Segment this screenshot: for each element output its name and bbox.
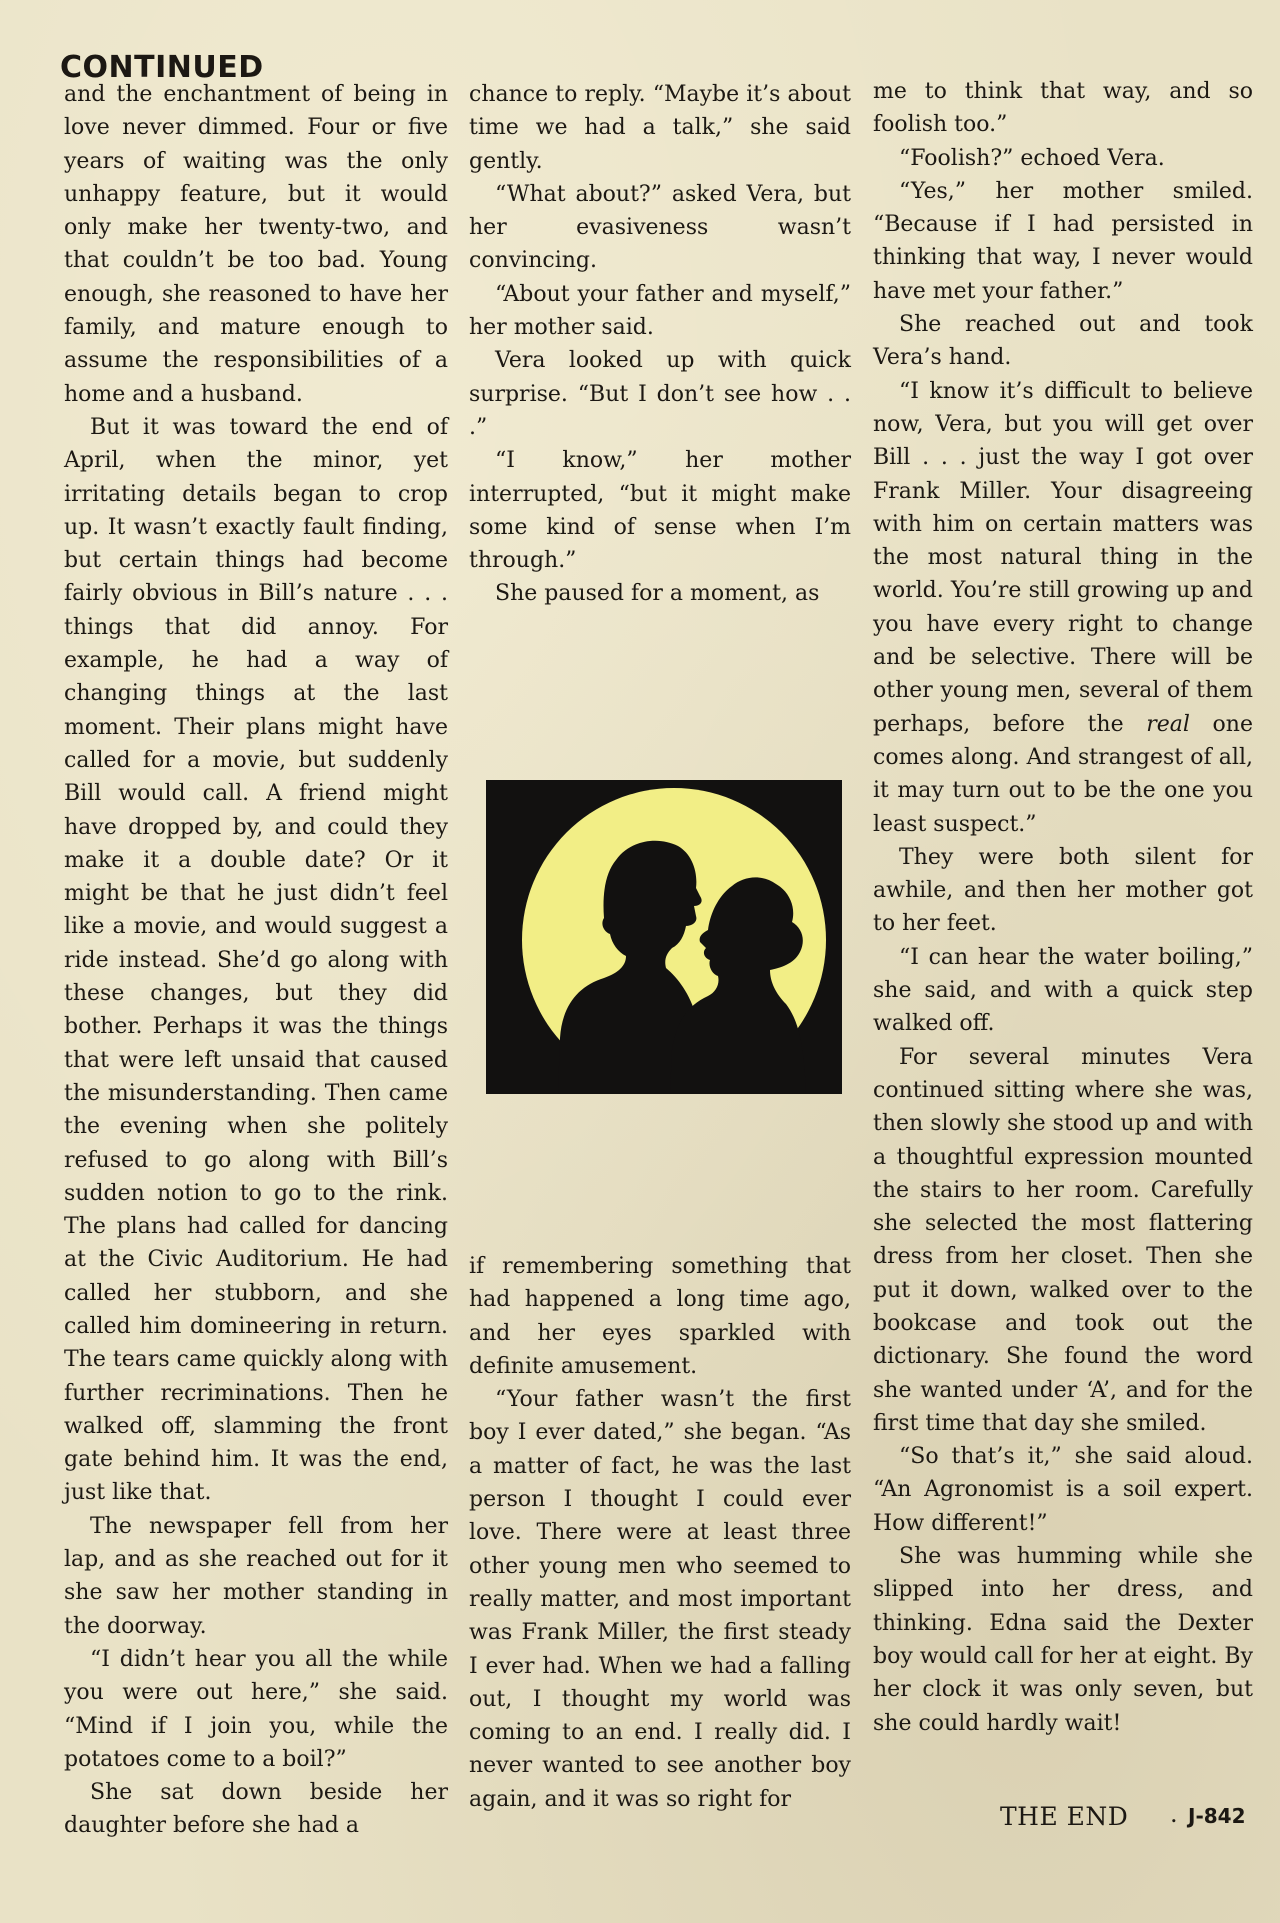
- paragraph: She reached out and took Vera’s hand.: [873, 312, 1253, 371]
- paragraph: The newspaper fell from her lap, and as she reached out for it she saw her mother standing in the doorway.: [64, 1513, 448, 1639]
- paragraph: She sat down beside her daughter before she had a: [64, 1780, 448, 1839]
- paragraph: “I know,” her mother interrupted, “but it might make some kind of sense when I’m through.”: [469, 448, 851, 574]
- paragraph: But it was toward the end of April, when the minor, yet irritating details began to crop up. It wasn’t exactly fault finding, but certain things had become fairly obvious in Bill’s nature . . . things that did annoy. For example, he had a way of changing things at the last moment. Their plans might have called for a movie, but suddenly Bill would call. A friend might have dropped by, and could they make it a double date? Or it might be that he just didn’t feel like a movie, and would suggest a ride instead. She’d go along with these changes, but they did bother. Perhaps it was the things that were left unsaid that caused the misunderstanding. Then came the evening when she politely refused to go along with Bill’s sudden notion to go to the rink. The plans had called for dancing at the Civic Auditorium. He had called her stubborn, and she called him domineering in return. The tears came quickly along with further recriminations. Then he walked off, slamming the front gate behind him. It was the end, just like that.: [64, 414, 448, 1506]
- text-column-3: [873, 75, 1253, 1740]
- paragraph: They were both silent for awhile, and then her mother got to her feet.: [873, 844, 1253, 937]
- emphasized-word: real: [1146, 711, 1190, 737]
- text-column-2-bottom: [469, 1250, 851, 1816]
- paragraph: Vera looked up with quick surprise. “But I don’t see how . . .”: [469, 348, 851, 440]
- paragraph: She was humming while she slipped into her dress, and thinking. Edna said the Dexter boy would call for her at eight. By her clock it was only seven, but she could hardly wait!: [873, 1544, 1253, 1736]
- paragraph: “Your father wasn’t the first boy I ever dated,” she began. “As a matter of fact, he was the last person I thought I could ever love. There were at least three other young men who seemed to really matter, and most important was Frank Miller, the first steady I ever had. When we had a falling out, I thought my world was coming to an end. I really did. I never wanted to see another boy again, and it was so right for: [469, 1387, 851, 1812]
- text-column-2-top: [469, 78, 851, 611]
- paragraph: She paused for a moment, as: [495, 581, 820, 607]
- paragraph: “About your father and myself,” her mother said.: [469, 281, 851, 341]
- paragraph: and the enchantment of being in love never dimmed. Four or five years of waiting was the only unhappy feature, but it would only make her twenty-two, and that couldn’t be too bad. Young enough, she reasoned to have her family, and mature enough to assume the responsibilities of a home and a husband.: [64, 82, 448, 407]
- paragraph: [873, 375, 1253, 841]
- continued-header: CONTINUED: [60, 50, 264, 85]
- the-end-label: THE END: [1000, 1802, 1129, 1831]
- separator-dot: .: [1170, 1800, 1178, 1828]
- text-run: “I know it’s difficult to believe now, Vera, but you will get over Bill . . . just the way I got over Frank Miller. Your disagreeing with him on certain matters was the most natural thing in the world. You’re still growing up and you have every right to change and be selective. There will be other young men, several of them perhaps, before the: [873, 378, 1253, 737]
- paragraph: [873, 75, 1253, 142]
- text-run: one comes along. And strangest of all, it may turn out to be the one you least suspect.”: [873, 711, 1253, 837]
- text-run: me to think that way, and so foolish too.”: [873, 79, 1253, 138]
- text-column-1: [64, 78, 448, 1843]
- couple-silhouette-illustration: [486, 780, 842, 1094]
- silhouette-svg: [486, 780, 842, 1094]
- paragraph: For several minutes Vera continued sitting where she was, then slowly she stood up and with a thoughtful expression mounted the stairs to her room. Carefully she selected the most flattering dress from her closet. Then she put it down, walked over to the bookcase and took out the dictionary. She found the word she wanted under ‘A’, and for the first time that day she smiled.: [873, 1044, 1253, 1436]
- paragraph: “I didn’t hear you all the while you were out here,” she said. “Mind if I join you, while the potatoes come to a boil?”: [64, 1646, 448, 1772]
- paragraph: “Yes,” her mother smiled. “Because if I had persisted in thinking that way, I never would have met your father.”: [873, 178, 1253, 304]
- paragraph: “So that’s it,” she said aloud. “An Agronomist is a soil expert. How different!”: [873, 1444, 1253, 1536]
- paragraph: “I can hear the water boiling,” she said, and with a quick step walked off.: [873, 944, 1253, 1037]
- paragraph: “What about?” asked Vera, but her evasiveness wasn’t convincing.: [469, 181, 851, 274]
- paragraph: if remembering something that had happened a long time ago, and her eyes sparkled with definite amusement.: [469, 1254, 851, 1379]
- page-code: J-842: [1188, 1804, 1246, 1828]
- paragraph: “Foolish?” echoed Vera.: [899, 145, 1165, 171]
- paragraph: chance to reply. “Maybe it’s about time we had a talk,” she said gently.: [469, 82, 851, 174]
